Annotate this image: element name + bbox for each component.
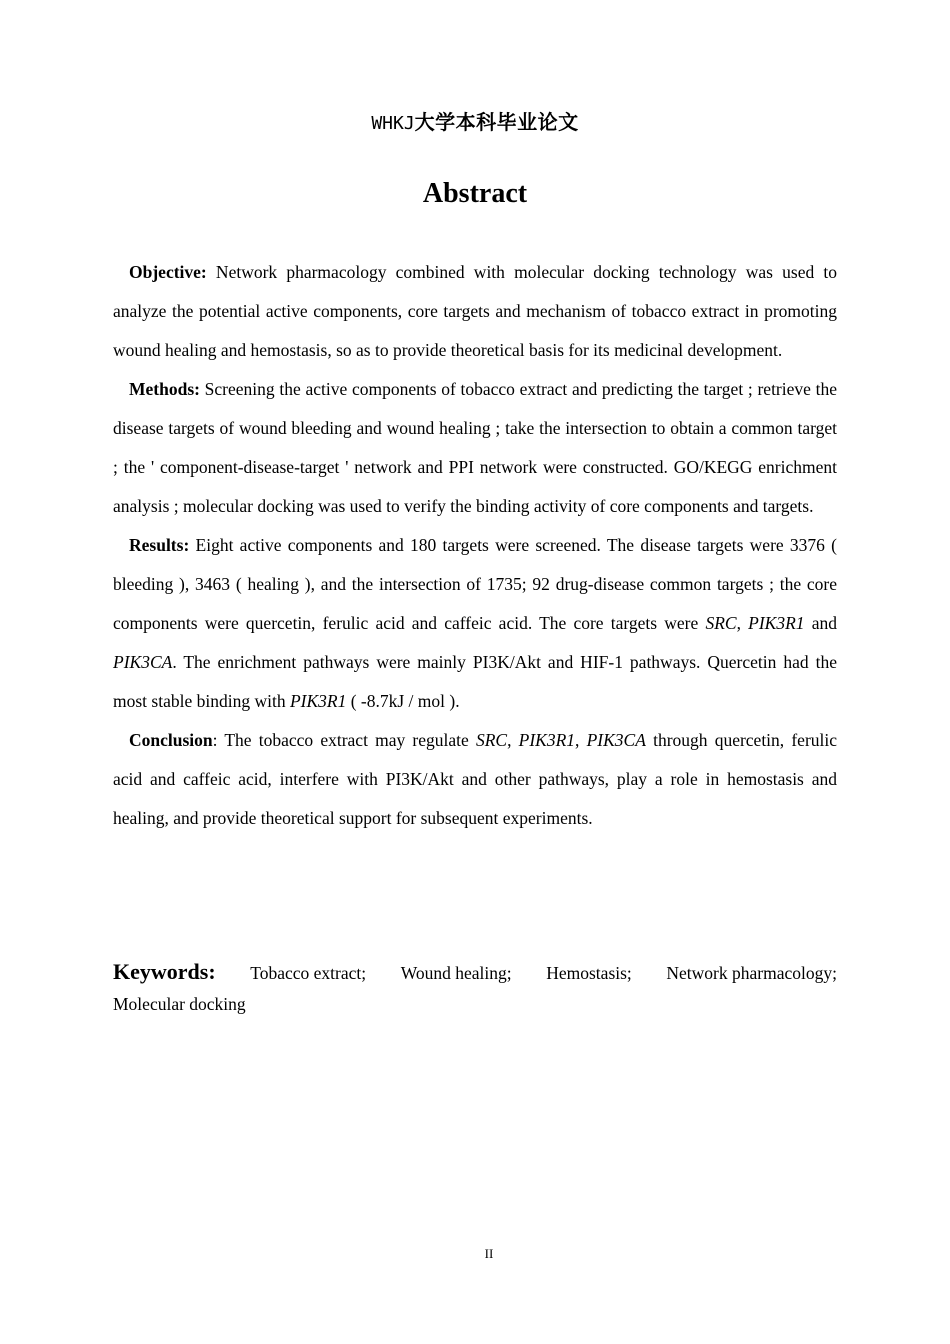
- keyword-item: Wound healing;: [400, 963, 512, 983]
- conclusion-text-2: ,: [507, 730, 519, 750]
- gene-pik3r1-binding: PIK3R1: [289, 691, 347, 711]
- gene-pik3ca: PIK3CA: [113, 652, 173, 672]
- keyword-item: Molecular docking: [113, 994, 246, 1014]
- results-text-3: and: [804, 613, 837, 633]
- conclusion-text-1: : The tobacco extract may regulate: [212, 730, 476, 750]
- conclusion-text-3: ,: [575, 730, 587, 750]
- gene-pik3r1: PIK3R1: [518, 730, 576, 750]
- keyword-item: Tobacco extract;: [250, 963, 367, 983]
- page-title: Abstract: [422, 178, 528, 209]
- abstract-body: [113, 253, 837, 838]
- results-label: Results:: [129, 535, 190, 555]
- gene-src: SRC: [705, 613, 737, 633]
- keywords-line: [113, 956, 837, 989]
- gene-src: SRC: [475, 730, 508, 750]
- gene-pik3r1: PIK3R1: [748, 613, 805, 633]
- objective-label: Objective:: [129, 262, 207, 282]
- conclusion-text-4: through quercetin, ferulic acid and caffeic acid, interfere with PI3K/Akt and other pathways, play a role in hemostasis and healing, and provide theoretical support for subsequent experiments.: [113, 730, 838, 828]
- header-latin: WHKJ: [371, 113, 415, 134]
- running-header: [0, 106, 950, 135]
- methods-label: Methods:: [129, 379, 200, 399]
- header-cjk: 大学本科毕业论文: [414, 110, 579, 134]
- methods-paragraph: [113, 370, 837, 526]
- results-paragraph: [113, 526, 837, 721]
- keyword-item: Hemostasis;: [546, 963, 632, 983]
- keywords-block: [113, 956, 837, 1020]
- results-text-1: Eight active components and 180 targets were screened. The disease targets were 3376 ( bleeding ), 3463 ( healing ), and the intersection of 1735; 92 drug-disease common targets ; the core components were quercetin, ferulic acid and caffeic acid. The core targets were: [113, 535, 837, 633]
- keyword-item: Network pharmacology;: [666, 963, 837, 983]
- results-text-2: ,: [736, 613, 749, 633]
- page-number: II: [484, 1246, 494, 1261]
- gene-pik3ca: PIK3CA: [586, 730, 646, 750]
- methods-text: Screening the active components of tobacco extract and predicting the target ; retrieve the disease targets of wound bleeding and wound healing ; take the intersection to obtain a common target ; the ' component-disease-target ' network and PPI network were constructed. GO/KEGG enrichment analysis ; molecular docking was used to verify the binding activity of core components and targets.: [113, 379, 837, 516]
- conclusion-label: Conclusion: [129, 730, 213, 750]
- keywords-label: Keywords:: [113, 959, 216, 984]
- conclusion-paragraph: [113, 721, 837, 838]
- objective-paragraph: [113, 253, 837, 370]
- results-text-4: . The enrichment pathways were mainly PI3K/Akt and HIF-1 pathways. Quercetin had the most stable binding with: [113, 652, 837, 711]
- objective-text: Network pharmacology combined with molecular docking technology was used to analyze the potential active components, core targets and mechanism of tobacco extract in promoting wound healing and hemostasis, so as to provide theoretical basis for its medicinal development.: [113, 262, 837, 360]
- results-text-5: ( -8.7kJ / mol ).: [346, 691, 460, 711]
